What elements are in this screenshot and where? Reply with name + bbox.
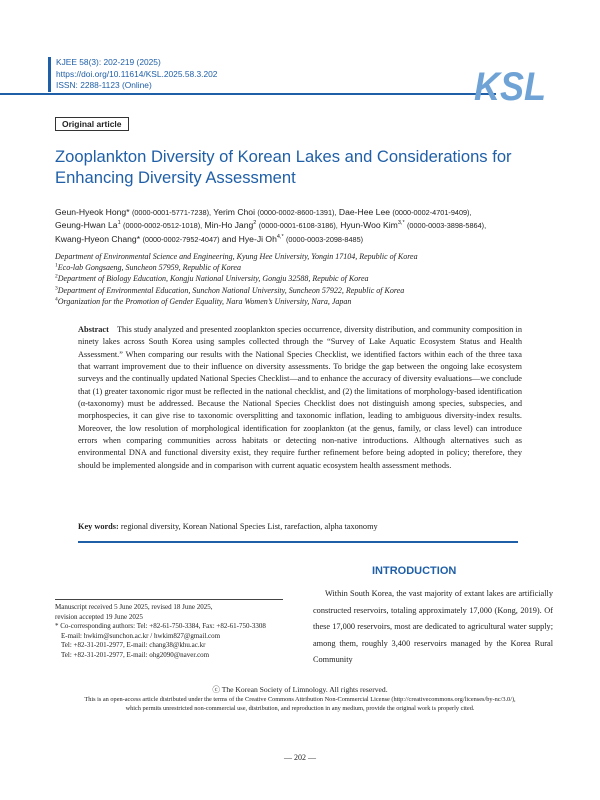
journal-issn: ISSN: 2288-1123 (Online): [56, 80, 152, 90]
ksl-logo: [470, 60, 552, 110]
abstract-text: This study analyzed and presented zooplankton species occurrence, diversity distribution, and community composition in ninety lakes across South Korea using samples collected through the “Survey of Lake Aquatic Ecosystem Status and Health Assessment.” When comparing our results with the National Species Checklist, we identified factors within each of the three taxa that warrant improvement due to their influence on diversity assessments. To bridge the gap between the ongoing lake ecosystem surveys and the continually updated National Species Checklist—and to enhance the accuracy of diversity evaluations—we conclude that (1) greater taxonomic rigor must be reflected in the national checklist, and (2) the limitations of morphology-based identification (α-taxonomy) must be addressed. Because the National Species Checklist does not distinguish among species, subspecies, and morphospecies, it can give rise to taxonomic oversplitting and taxonomic inflation, leading to ambiguous diversity-index results. Moreover, the low resolution of morphological identification for zooplankton (at the genus, family, or class level) can introduce errors when comparing communities across habitats or detecting non-native introductions. Although alternatives such as environmental DNA and functional diversity exist, they require further refinement before being adopted in policy; therefore, they should be implemented alongside and in comparison with current aquatic ecosystem health assessment methods.: [78, 325, 522, 470]
copyright-notice: ⓒ The Korean Society of Limnology. All rights reserved.: [212, 685, 388, 694]
author-name: Kwang-Hyeon Chang: [55, 233, 137, 244]
intro-paragraph: Within South Korea, the vast majority of extant lakes are artificially constructed reservoirs, totaling approximately 17,000 (Kong, 2019). Of these 17,000 reservoirs, most are dedicated to agricultural water supply; among them, roughly 3,400 reservoirs managed by the Korea Rural Community: [313, 589, 553, 665]
paper-title-line2: Enhancing Diversity Assessment: [55, 168, 296, 187]
footnote-contact: Tel: +82-31-201-2977, E-mail: chang38@khu.ac.kr: [61, 641, 206, 650]
license-line: which permits unrestricted non-commercial use, distribution, and reproduction in any medium, provide the original work is properly cited.: [125, 704, 475, 712]
affiliation: [55, 296, 575, 307]
author-name: Min-Ho Jang: [204, 220, 254, 231]
paper-title: [55, 146, 555, 188]
author-affil-sup: 2: [253, 220, 257, 227]
affiliation: Department of Environmental Science and Engineering, Kyung Hee University, Yongin 17104, Republic of Korea: [55, 252, 418, 261]
author-name: Dae-Hee Lee: [338, 207, 391, 217]
author-affil-sup: 4,*: [276, 233, 284, 240]
author-name: Geung-Hwan La: [55, 220, 118, 231]
author-name: Geun-Hyeok Hong: [55, 207, 127, 217]
license-line: This is an open-access article distributed under the terms of the Creative Commons Attribution Non-Commercial License (http://creativecommons.org/licenses/by-nc/3.0/),: [84, 696, 516, 703]
journal-doi-link[interactable]: https://doi.org/10.11614/KSL.2025.58.3.202: [56, 68, 218, 79]
author-name: Hyun-Woo Kim: [340, 220, 398, 231]
author-orcid[interactable]: (0000-0001-5771-7238),: [131, 208, 212, 217]
author-affil-sup: 1: [117, 220, 121, 227]
author-affil-sup: 3,*: [397, 220, 405, 227]
abstract: [78, 324, 522, 472]
header-rule: [0, 93, 496, 95]
author-name: Yerim Choi: [213, 207, 255, 217]
footnote-accepted: revision accepted 19 June 2025: [55, 612, 143, 621]
ksl-logo-text: KSL: [474, 65, 546, 109]
affiliation: [55, 273, 575, 284]
manuscript-footnote: [55, 603, 295, 661]
footnote-received: Manuscript received 5 June 2025, revised 18 June 2025,: [55, 603, 213, 611]
keywords: [78, 522, 522, 531]
journal-citation: KJEE 58(3): 202-219 (2025): [56, 57, 161, 67]
affiliation: [55, 262, 575, 273]
affiliation-list: [55, 251, 575, 307]
abstract-label: Abstract: [78, 325, 109, 334]
copyright-block: [40, 684, 560, 714]
footnote-contact: Tel: +82-31-201-2977, E-mail: ohg2090@naver.com: [61, 650, 210, 659]
author-orcid[interactable]: (0000-0003-2098-8485): [286, 234, 364, 244]
author-orcid[interactable]: (0000-0002-7952-4047): [142, 234, 220, 244]
affiliation-text: Eco-lab Gongsaeng, Suncheon 57959, Republic of Korea: [57, 263, 241, 273]
author-orcid[interactable]: (0000-0002-4701-9409),: [392, 208, 472, 217]
footnote-corresponding: * Co-corresponding authors: Tel: +82-61-750-3384, Fax: +82-61-750-3308: [55, 622, 266, 631]
affiliation-number: 4: [55, 296, 58, 303]
footnote-email[interactable]: E-mail: hwkim@sunchon.ac.kr / hwkim827@gmail.com: [61, 631, 221, 640]
keywords-text: regional diversity, Korean National Species List, rarefaction, alpha taxonomy: [120, 522, 378, 531]
author-mark: *: [126, 207, 130, 217]
author-conjunction: and: [221, 233, 237, 244]
article-type-badge: Original article: [55, 117, 129, 131]
paper-title-line1: Zooplankton Diversity of Korean Lakes and Considerations for: [55, 147, 512, 166]
affiliation-number: 1: [55, 262, 58, 269]
affiliation-text: Organization for the Promotion of Gender Equality, Nara Women’s University, Nara, Japan: [57, 296, 352, 306]
affiliation: [55, 285, 575, 296]
keywords-label: Key words:: [78, 522, 119, 531]
affiliation-number: 2: [55, 273, 58, 280]
footnote-rule: [55, 599, 283, 600]
author-orcid[interactable]: (0000-0002-0512-1018),: [123, 221, 203, 231]
affiliation-text: Department of Biology Education, Kongju National University, Gongju 32588, Repubic of Korea: [57, 274, 369, 284]
affiliation-text: Department of Environmental Education, Sunchon National University, Suncheon 57922, Republic of Korea: [57, 285, 405, 295]
author-list: [55, 206, 575, 246]
journal-meta: [48, 57, 217, 92]
author-orcid[interactable]: (0000-0002-8600-1391),: [257, 208, 337, 217]
keywords-rule: [78, 541, 518, 543]
author-mark: *: [136, 233, 141, 244]
author-orcid[interactable]: (0000-0003-3898-5864),: [406, 221, 487, 231]
author-orcid[interactable]: (0000-0001-6108-3186),: [258, 221, 338, 231]
page-number: — 202 —: [284, 753, 316, 762]
affiliation-number: 3: [55, 284, 58, 291]
intro-heading: INTRODUCTION: [372, 565, 457, 577]
author-name: Hye-Ji Oh: [238, 233, 277, 244]
